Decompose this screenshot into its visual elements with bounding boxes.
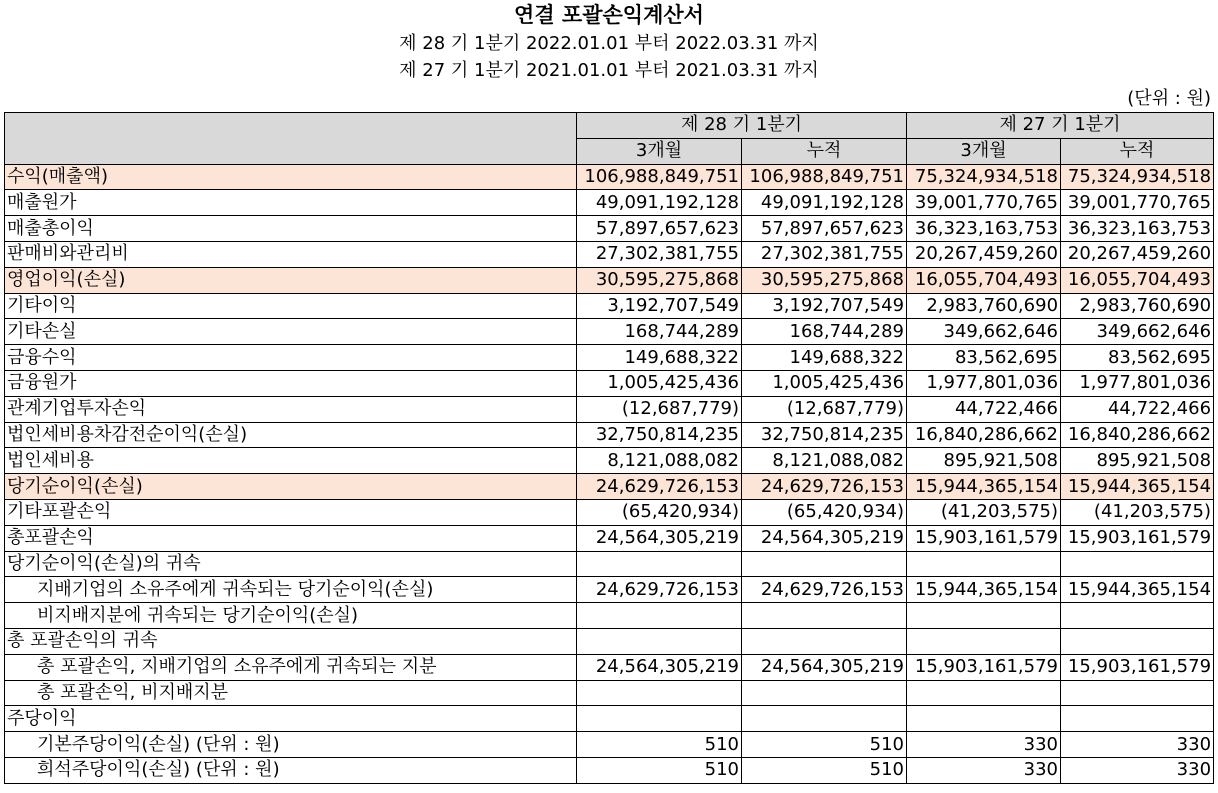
row-value: 510 bbox=[577, 757, 742, 783]
table-row bbox=[5, 370, 1214, 396]
row-label: 매출원가 bbox=[5, 190, 577, 216]
row-value: 168,744,289 bbox=[577, 319, 742, 345]
row-label: 기타이익 bbox=[5, 293, 577, 319]
row-label: 관계기업투자손익 bbox=[5, 396, 577, 422]
table-row bbox=[5, 216, 1214, 242]
header-prior-cum: 누적 bbox=[1061, 138, 1214, 164]
row-value: 15,903,161,579 bbox=[907, 654, 1061, 680]
row-label: 당기순이익(손실)의 귀속 bbox=[5, 551, 577, 577]
header-current-3m: 3개월 bbox=[577, 138, 742, 164]
row-value bbox=[907, 551, 1061, 577]
row-value: 1,005,425,436 bbox=[742, 370, 907, 396]
row-value bbox=[742, 628, 907, 654]
header-account-cell bbox=[5, 113, 577, 165]
row-label: 판매비와관리비 bbox=[5, 241, 577, 267]
row-value: 1,977,801,036 bbox=[907, 370, 1061, 396]
row-value: 2,983,760,690 bbox=[907, 293, 1061, 319]
row-value: 83,562,695 bbox=[1061, 345, 1214, 371]
row-value: 510 bbox=[742, 757, 907, 783]
row-value: 168,744,289 bbox=[742, 319, 907, 345]
row-value bbox=[1061, 551, 1214, 577]
row-value bbox=[577, 680, 742, 706]
row-label: 기타손실 bbox=[5, 319, 577, 345]
row-value: 49,091,192,128 bbox=[577, 190, 742, 216]
row-value: 75,324,934,518 bbox=[907, 164, 1061, 190]
table-row bbox=[5, 319, 1214, 345]
row-value: 15,903,161,579 bbox=[1061, 525, 1214, 551]
row-label: 법인세비용 bbox=[5, 448, 577, 474]
table-row bbox=[5, 628, 1214, 654]
table-row bbox=[5, 345, 1214, 371]
row-value: 20,267,459,260 bbox=[1061, 241, 1214, 267]
row-value: 330 bbox=[1061, 732, 1214, 758]
row-label: 수익(매출액) bbox=[5, 164, 577, 190]
row-value: (41,203,575) bbox=[1061, 499, 1214, 525]
row-value: 24,564,305,219 bbox=[742, 525, 907, 551]
row-value: 57,897,657,623 bbox=[577, 216, 742, 242]
row-value: 895,921,508 bbox=[907, 448, 1061, 474]
row-value: 15,944,365,154 bbox=[907, 577, 1061, 603]
row-value: 44,722,466 bbox=[1061, 396, 1214, 422]
row-value: 15,903,161,579 bbox=[1061, 654, 1214, 680]
table-row bbox=[5, 499, 1214, 525]
row-label: 총 포괄손익의 귀속 bbox=[5, 628, 577, 654]
row-value: 24,564,305,219 bbox=[577, 525, 742, 551]
row-value bbox=[1061, 706, 1214, 732]
row-value: 15,944,365,154 bbox=[907, 474, 1061, 500]
table-row bbox=[5, 654, 1214, 680]
header-row-periods bbox=[5, 113, 1214, 139]
header-prior-3m: 3개월 bbox=[907, 138, 1061, 164]
row-value: 3,192,707,549 bbox=[742, 293, 907, 319]
row-value: 24,564,305,219 bbox=[742, 654, 907, 680]
row-value: 330 bbox=[1061, 757, 1214, 783]
row-value: 36,323,163,753 bbox=[1061, 216, 1214, 242]
row-value bbox=[1061, 603, 1214, 629]
table-body bbox=[5, 164, 1214, 783]
row-value: 1,005,425,436 bbox=[577, 370, 742, 396]
period-prior: 제 27 기 1분기 2021.01.01 부터 2021.03.31 까지 bbox=[399, 60, 819, 81]
row-label: 기본주당이익(손실) (단위 : 원) bbox=[5, 732, 577, 758]
row-value bbox=[907, 603, 1061, 629]
table-row bbox=[5, 577, 1214, 603]
row-value bbox=[577, 706, 742, 732]
row-value: 3,192,707,549 bbox=[577, 293, 742, 319]
row-value bbox=[742, 706, 907, 732]
row-value bbox=[1061, 628, 1214, 654]
row-value: (12,687,779) bbox=[742, 396, 907, 422]
row-value: 24,629,726,153 bbox=[577, 474, 742, 500]
table-row bbox=[5, 551, 1214, 577]
table-row bbox=[5, 732, 1214, 758]
table-row bbox=[5, 525, 1214, 551]
row-label: 주당이익 bbox=[5, 706, 577, 732]
row-value: 510 bbox=[742, 732, 907, 758]
row-value: 330 bbox=[907, 732, 1061, 758]
row-value: 8,121,088,082 bbox=[742, 448, 907, 474]
row-value: 49,091,192,128 bbox=[742, 190, 907, 216]
row-value: 39,001,770,765 bbox=[907, 190, 1061, 216]
row-value: 57,897,657,623 bbox=[742, 216, 907, 242]
table-row bbox=[5, 603, 1214, 629]
row-value: 8,121,088,082 bbox=[577, 448, 742, 474]
table-row bbox=[5, 422, 1214, 448]
row-label: 매출총이익 bbox=[5, 216, 577, 242]
row-value: 75,324,934,518 bbox=[1061, 164, 1214, 190]
row-value: 16,055,704,493 bbox=[1061, 267, 1214, 293]
row-value: 24,629,726,153 bbox=[742, 474, 907, 500]
row-label: 총 포괄손익, 비지배지분 bbox=[5, 680, 577, 706]
row-value: 15,903,161,579 bbox=[907, 525, 1061, 551]
row-label: 총 포괄손익, 지배기업의 소유주에게 귀속되는 지분 bbox=[5, 654, 577, 680]
row-label: 법인세비용차감전순이익(손실) bbox=[5, 422, 577, 448]
row-label: 지배기업의 소유주에게 귀속되는 당기순이익(손실) bbox=[5, 577, 577, 603]
row-value: 24,564,305,219 bbox=[577, 654, 742, 680]
row-label: 희석주당이익(손실) (단위 : 원) bbox=[5, 757, 577, 783]
table-row bbox=[5, 241, 1214, 267]
row-value: (65,420,934) bbox=[742, 499, 907, 525]
header-current-cum: 누적 bbox=[742, 138, 907, 164]
row-value: (65,420,934) bbox=[577, 499, 742, 525]
row-value bbox=[907, 706, 1061, 732]
row-value bbox=[577, 551, 742, 577]
row-value bbox=[742, 603, 907, 629]
row-value bbox=[742, 680, 907, 706]
table-row bbox=[5, 164, 1214, 190]
header-prior-period: 제 27 기 1분기 bbox=[907, 113, 1214, 139]
table-row bbox=[5, 396, 1214, 422]
row-value: 510 bbox=[577, 732, 742, 758]
row-value: 24,629,726,153 bbox=[742, 577, 907, 603]
row-label: 당기순이익(손실) bbox=[5, 474, 577, 500]
row-value: 39,001,770,765 bbox=[1061, 190, 1214, 216]
row-value: 83,562,695 bbox=[907, 345, 1061, 371]
row-label: 총포괄손익 bbox=[5, 525, 577, 551]
table-row bbox=[5, 448, 1214, 474]
row-value: 16,840,286,662 bbox=[1061, 422, 1214, 448]
table-row bbox=[5, 293, 1214, 319]
row-value: 30,595,275,868 bbox=[742, 267, 907, 293]
row-value: 30,595,275,868 bbox=[577, 267, 742, 293]
row-value: 32,750,814,235 bbox=[577, 422, 742, 448]
row-value: (41,203,575) bbox=[907, 499, 1061, 525]
row-value: 106,988,849,751 bbox=[742, 164, 907, 190]
unit-label: (단위 : 원) bbox=[1127, 88, 1211, 109]
row-value bbox=[1061, 680, 1214, 706]
row-value: 20,267,459,260 bbox=[907, 241, 1061, 267]
table-row bbox=[5, 680, 1214, 706]
row-value: 1,977,801,036 bbox=[1061, 370, 1214, 396]
row-value: 32,750,814,235 bbox=[742, 422, 907, 448]
table-row bbox=[5, 706, 1214, 732]
income-statement-table bbox=[4, 112, 1214, 784]
table-row bbox=[5, 474, 1214, 500]
table-row bbox=[5, 267, 1214, 293]
row-value: 895,921,508 bbox=[1061, 448, 1214, 474]
row-value: (12,687,779) bbox=[577, 396, 742, 422]
row-value: 15,944,365,154 bbox=[1061, 474, 1214, 500]
row-value bbox=[907, 628, 1061, 654]
row-value: 330 bbox=[907, 757, 1061, 783]
row-value: 149,688,322 bbox=[577, 345, 742, 371]
row-value bbox=[742, 551, 907, 577]
row-value: 36,323,163,753 bbox=[907, 216, 1061, 242]
row-value bbox=[907, 680, 1061, 706]
row-label: 비지배지분에 귀속되는 당기순이익(손실) bbox=[5, 603, 577, 629]
header-current-period: 제 28 기 1분기 bbox=[577, 113, 907, 139]
row-label: 기타포괄손익 bbox=[5, 499, 577, 525]
row-value bbox=[577, 628, 742, 654]
row-value bbox=[577, 603, 742, 629]
row-value: 2,983,760,690 bbox=[1061, 293, 1214, 319]
row-label: 영업이익(손실) bbox=[5, 267, 577, 293]
row-value: 349,662,646 bbox=[1061, 319, 1214, 345]
row-value: 15,944,365,154 bbox=[1061, 577, 1214, 603]
row-value: 16,055,704,493 bbox=[907, 267, 1061, 293]
row-value: 349,662,646 bbox=[907, 319, 1061, 345]
row-label: 금융원가 bbox=[5, 370, 577, 396]
statement-title: 연결 포괄손익계산서 bbox=[514, 3, 704, 27]
table-row bbox=[5, 757, 1214, 783]
row-value: 106,988,849,751 bbox=[577, 164, 742, 190]
row-value: 149,688,322 bbox=[742, 345, 907, 371]
table-row bbox=[5, 190, 1214, 216]
period-current: 제 28 기 1분기 2022.01.01 부터 2022.03.31 까지 bbox=[399, 33, 819, 54]
row-value: 16,840,286,662 bbox=[907, 422, 1061, 448]
row-value: 44,722,466 bbox=[907, 396, 1061, 422]
row-value: 27,302,381,755 bbox=[742, 241, 907, 267]
row-value: 24,629,726,153 bbox=[577, 577, 742, 603]
row-label: 금융수익 bbox=[5, 345, 577, 371]
row-value: 27,302,381,755 bbox=[577, 241, 742, 267]
